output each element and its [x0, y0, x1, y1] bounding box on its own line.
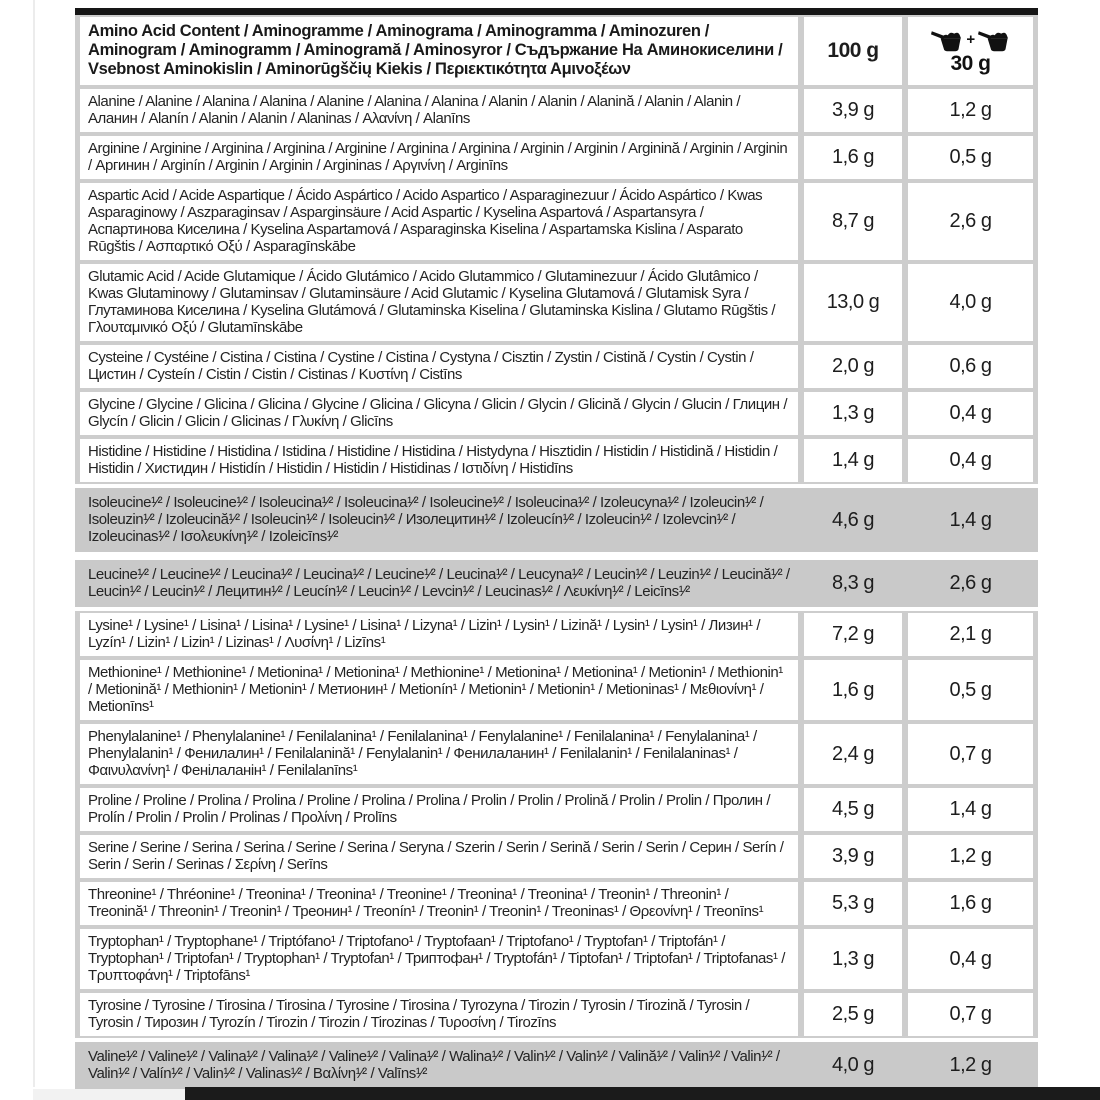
serving-scoops	[931, 28, 1009, 52]
value-per-100g: 1,6 g	[804, 136, 902, 179]
column-header-30g	[908, 17, 1033, 85]
value-per-100g: 5,3 g	[804, 882, 902, 925]
amino-acid-name: Proline / Proline / Prolina / Prolina / Proline / Prolina / Prolina / Prolin / Prolin / Prolină / Prolin / Prolin / Пролин / Prolín / Prolin / Prolin / Prolinas / Προλίνη / Prolīns	[80, 788, 798, 831]
column-header-100g: 100 g	[804, 17, 902, 85]
table-row	[75, 880, 1038, 927]
table-row	[75, 390, 1038, 437]
amino-acid-name: Alanine / Alanine / Alanina / Alanina / Alanine / Alanina / Alanina / Alanin / Alanin / Alanină / Alanin / Alanin / Аланин / Alanín / Alanin / Alanin / Alaninas / Αλανίνη / Alanīns	[80, 89, 798, 132]
table-row	[75, 722, 1038, 786]
amino-acid-name: Glycine / Glycine / Glicina / Glicina / Glycine / Glicina / Glicyna / Glicin / Glycin / Glicină / Glycin / Glucin / Глицин / Glycín / Glicin / Glicin / Glicinas / Γλυκίνη / Glicīns	[80, 392, 798, 435]
amino-acid-name: Lysine¹ / Lysine¹ / Lisina¹ / Lisina¹ / Lysine¹ / Lisina¹ / Lizyna¹ / Lizin¹ / Lysin¹ / Lizină¹ / Lysin¹ / Lysin¹ / Лизин¹ / Lyzín¹ / Lizin¹ / Lizin¹ / Lizinas¹ / Λυσίνη¹ / Lizīns¹	[80, 613, 798, 656]
amino-acid-name: Tryptophan¹ / Tryptophane¹ / Triptófano¹ / Triptofano¹ / Tryptofaan¹ / Triptofano¹ / Tryptofan¹ / Triptofán¹ / Tryptophan¹ / Triptofan¹ / Tryptophan¹ / Tryptofan¹ / Триптофан¹ / Tryptofán¹ / Tiptofan¹ / Triptofan¹ / Triptofanas¹ / Τρυπτοφάνη¹ / Triptofāns¹	[80, 929, 798, 989]
table-row	[75, 833, 1038, 880]
value-per-30g: 0,7 g	[908, 993, 1033, 1036]
value-per-30g: 0,4 g	[908, 392, 1033, 435]
table-row	[75, 484, 1038, 556]
value-per-100g: 1,3 g	[804, 392, 902, 435]
amino-acid-name: Isoleucine¹⁄² / Isoleucine¹⁄² / Isoleucina¹⁄² / Isoleucina¹⁄² / Isoleucine¹⁄² / Isoleucina¹⁄² / Izoleucyna¹⁄² / Izoleucin¹⁄² / Isoleuzin¹⁄² / Izoleucină¹⁄² / Isoleucin¹⁄² / Isoleucin¹⁄² / Изолецитин¹⁄² / Izoleucín¹⁄² / Izoleucin¹⁄² / Izolevcin¹⁄² / Izoleucinas¹⁄² / Ισολευκίνη¹⁄² / Izoleicīns¹⁄²	[88, 494, 764, 545]
amino-acid-name: Leucine¹⁄² / Leucine¹⁄² / Leucina¹⁄² / Leucina¹⁄² / Leucine¹⁄² / Leucina¹⁄² / Leucyna¹⁄² / Leucin¹⁄² / Leuzin¹⁄² / Leucină¹⁄² / Leucin¹⁄² / Leucin¹⁄² / Лецитин¹⁄² / Leucín¹⁄² / Leucin¹⁄² / Levcin¹⁄² / Leucinas¹⁄² / Λευκίνη¹⁄² / Leicīns¹⁄²	[88, 566, 790, 600]
amino-acid-name: Methionine¹ / Methionine¹ / Metionina¹ / Metionina¹ / Methionine¹ / Metionina¹ / Metionina¹ / Metionin¹ / Methionin¹ / Metionină¹ / Methionin¹ / Metionin¹ / Метионин¹ / Metionín¹ / Metionin¹ / Metionin¹ / Metioninas¹ / Μεθιονίνη¹ / Metionīns¹	[80, 660, 798, 720]
scoop-icon	[931, 28, 963, 52]
table-top-border	[75, 8, 1038, 15]
value-per-100g: 4,5 g	[804, 788, 902, 831]
value-per-30g: 2,6 g	[908, 183, 1033, 260]
label-bottom-edge	[0, 1087, 1100, 1100]
amino-acid-name: Arginine / Arginine / Arginina / Arginina / Arginine / Arginina / Arginina / Arginin / Arginin / Arginină / Arginin / Arginin / Аргинин / Arginín / Arginin / Arginin / Argininas / Αργινίνη / Arginīns	[80, 136, 798, 179]
value-per-30g: 1,2 g	[949, 1054, 992, 1076]
value-per-30g: 1,4 g	[949, 508, 992, 531]
table-row	[75, 437, 1038, 484]
value-per-100g: 3,9 g	[804, 89, 902, 132]
value-per-30g: 4,0 g	[908, 264, 1033, 341]
value-per-100g: 3,9 g	[804, 835, 902, 878]
value-per-30g: 0,5 g	[908, 660, 1033, 720]
amino-acid-name: Tyrosine / Tyrosine / Tirosina / Tirosina / Tyrosine / Tirosina / Tyrozyna / Tirozin / Tyrosin / Tirozină / Tyrosin / Tyrosin / Тирозин / Tyrozín / Tirozin / Tirozin / Tirozinas / Τυροσίνη / Tirozīns	[80, 993, 798, 1036]
table-row	[75, 87, 1038, 134]
value-per-30g: 1,2 g	[908, 835, 1033, 878]
amino-acid-name: Aspartic Acid / Acide Aspartique / Ácido Aspártico / Acido Aspartico / Asparaginezuur / Ácido Aspártico / Kwas Asparaginowy / Aszparaginsav / Asparginsäure / Acid Aspartic / Kyselina Aspartová / Aspartansyra / Аспартинова Киселина / Kyselina Aspartamová / Asparaginska Kiselina / Aspartamska Kislina / Asparato Rūgštis / Ασπαρτικό Οξύ / Asparagīnskābe	[80, 183, 798, 260]
value-per-100g: 1,4 g	[804, 439, 902, 482]
value-per-100g: 2,4 g	[804, 724, 902, 784]
value-per-30g: 1,2 g	[908, 89, 1033, 132]
scoop-icon	[978, 28, 1010, 52]
table-header-row	[75, 15, 1038, 87]
label-edge-dark	[185, 1087, 1100, 1100]
value-per-100g: 2,5 g	[804, 993, 902, 1036]
table-row	[75, 786, 1038, 833]
table-row	[75, 1038, 1038, 1093]
table-row	[75, 262, 1038, 343]
table-row	[75, 927, 1038, 991]
table-row	[75, 181, 1038, 262]
value-per-30g: 0,5 g	[908, 136, 1033, 179]
value-per-100g: 4,6 g	[832, 508, 874, 531]
value-per-30g: 2,1 g	[908, 613, 1033, 656]
table-row	[75, 658, 1038, 722]
value-per-100g: 8,7 g	[804, 183, 902, 260]
value-per-100g: 1,3 g	[804, 929, 902, 989]
table-row	[75, 556, 1038, 611]
amino-acid-name: Glutamic Acid / Acide Glutamique / Ácido Glutámico / Acido Glutammico / Glutaminezuur / Ácido Glutâmico / Kwas Glutaminowy / Glutaminsav / Glutaminsäure / Acid Glutamic / Kyselina Glutamová / Glutamisk Syra / Глутаминова Киселина / Kyselina Glutámová / Glutaminska Kiselina / Glutaminska Kislina / Glutamo Rūgštis / Γλουταμινικό Οξύ / Glutamīnskābe	[80, 264, 798, 341]
amino-acid-name: Cysteine / Cystéine / Cistina / Cistina / Cystine / Cistina / Cystyna / Cisztin / Zystin / Cistină / Cystin / Cystin / Цистин / Cysteín / Cistin / Cistin / Cistinas / Κυστίνη / Cistīns	[80, 345, 798, 388]
amino-acid-name: Serine / Serine / Serina / Serina / Serine / Serina / Seryna / Szerin / Serin / Serină / Serin / Serin / Серин / Serín / Serin / Serin / Serinas / Σερίνη / Serīns	[80, 835, 798, 878]
table-row	[75, 134, 1038, 181]
amino-acid-name: Histidine / Histidine / Histidina / Istidina / Histidine / Histidina / Histydyna / Hisztidin / Histidin / Histidină / Histidin / Histidin / Хистидин / Histidín / Histidin / Histidin / Histidinas / Ιστιδίνη / Histidīns	[80, 439, 798, 482]
value-per-30g: 0,4 g	[908, 929, 1033, 989]
table-row	[75, 343, 1038, 390]
value-per-30g: 0,7 g	[908, 724, 1033, 784]
value-per-30g: 0,6 g	[908, 345, 1033, 388]
label-edge-light	[33, 1089, 185, 1100]
table-row	[75, 611, 1038, 658]
table-body	[75, 87, 1038, 1093]
value-per-30g: 1,4 g	[908, 788, 1033, 831]
amino-acid-name: Valine¹⁄² / Valine¹⁄² / Valina¹⁄² / Valina¹⁄² / Valine¹⁄² / Valina¹⁄² / Walina¹⁄² / Valin¹⁄² / Valin¹⁄² / Valină¹⁄² / Valin¹⁄² / Valin¹⁄² / Valin¹⁄² / Valín¹⁄² / Valin¹⁄² / Valinas¹⁄² / Βαλίνη¹⁄² / Valīns¹⁄²	[88, 1048, 780, 1082]
value-per-30g: 1,6 g	[908, 882, 1033, 925]
amino-acid-table	[75, 8, 1038, 1093]
value-per-100g: 8,3 g	[832, 572, 874, 594]
value-per-100g: 13,0 g	[804, 264, 902, 341]
value-per-100g: 7,2 g	[804, 613, 902, 656]
value-per-30g: 2,6 g	[949, 572, 992, 594]
value-per-30g: 0,4 g	[908, 439, 1033, 482]
serving-size-label: 30 g	[950, 51, 991, 75]
label-fold-line	[33, 0, 35, 1087]
value-per-100g: 1,6 g	[804, 660, 902, 720]
table-row	[75, 991, 1038, 1038]
amino-acid-name: Phenylalanine¹ / Phenylalanine¹ / Fenilalanina¹ / Fenilalanina¹ / Fenylalanine¹ / Fenilalanina¹ / Fenylalanina¹ / Phenylalanin¹ / Фенилалин¹ / Fenilalanină¹ / Fenylalanin¹ / Фенилаланин¹ / Fenilalanin¹ / Fenilalaninas¹ / Φαινυλανίνη¹ / Фенілаланін¹ / Fenilalanīns¹	[80, 724, 798, 784]
table-title: Amino Acid Content / Aminogramme / Aminograma / Aminogramma / Aminozuren / Aminogram / Aminogramm / Aminogramă / Aminosyror / Съдържание На Аминокиселини / Vsebnost Aminokislin / Aminorūgščių Kiekis / Περιεκτικότητα Αμινοξέων	[80, 17, 798, 85]
value-per-100g: 2,0 g	[804, 345, 902, 388]
value-per-100g: 4,0 g	[832, 1054, 874, 1076]
plus-sign: +	[966, 30, 975, 48]
amino-acid-name: Threonine¹ / Thréonine¹ / Treonina¹ / Treonina¹ / Treonine¹ / Treonina¹ / Treonina¹ / Treonin¹ / Threonin¹ / Treonină¹ / Threonin¹ / Treonin¹ / Треонин¹ / Treonín¹ / Treonin¹ / Treonin¹ / Treoninas¹ / Θρεονίνη¹ / Treonīns¹	[80, 882, 798, 925]
